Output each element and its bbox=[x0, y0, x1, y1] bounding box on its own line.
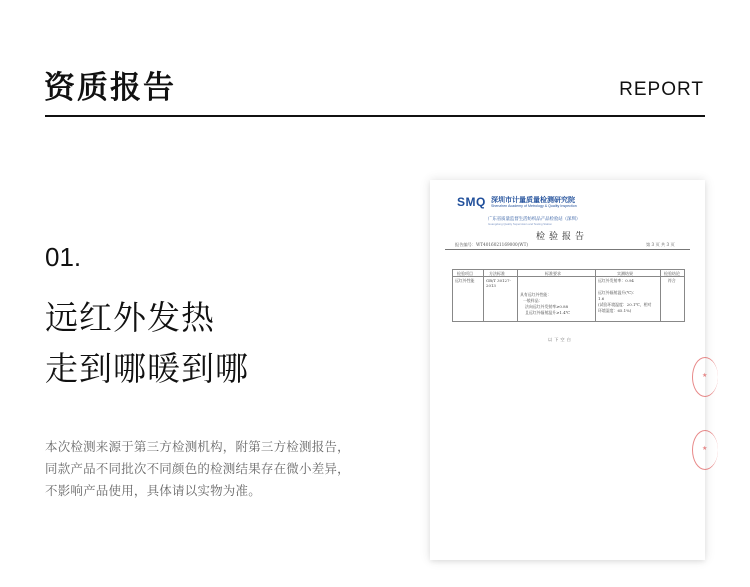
table-header-row bbox=[453, 270, 684, 277]
table-col-divider bbox=[660, 270, 661, 321]
test-report-image bbox=[430, 180, 708, 560]
note-line-3: 不影响产品使用，具体请以实物为准。 bbox=[45, 483, 261, 498]
org-subtitle: 广东省质量监督生活纺织品产品检验站（深圳） bbox=[488, 217, 581, 222]
results-table bbox=[452, 269, 685, 322]
table-cell-result: (试验环境温度：20.1℃，相对 bbox=[598, 302, 652, 307]
table-cell-method: 2013 bbox=[486, 283, 496, 288]
org-subtitle-en: Guangdong Quality Supervision and Testing Station bbox=[488, 222, 553, 226]
section-index: 01. bbox=[45, 242, 82, 272]
page-title: 资质报告 bbox=[44, 70, 176, 106]
headline-line-2: 走到哪暖到哪 bbox=[45, 349, 249, 388]
note-line-1: 本次检测来源于第三方检测机构，附第三方检测报告， bbox=[45, 439, 350, 454]
report-title: 检验报告 bbox=[536, 232, 589, 242]
table-cell-conclusion: 符合 bbox=[668, 278, 676, 283]
org-logo: SMQ bbox=[457, 195, 486, 209]
table-cell-result: 远红外发射率：0.94 bbox=[598, 278, 634, 283]
seal-stamp-icon: ★ bbox=[692, 430, 718, 470]
table-col-divider bbox=[483, 270, 484, 321]
table-header-cell: 方法标准 bbox=[489, 271, 505, 276]
table-cell-requirement: 一般样品： bbox=[523, 298, 543, 303]
table-cell-result: 环境湿度：65.1%) bbox=[598, 308, 632, 313]
table-cell-item: 远红外性能 bbox=[455, 278, 475, 283]
table-header-cell: 检验结论 bbox=[664, 271, 680, 276]
table-cell-result: 远红外辐射温升(℃)： bbox=[598, 290, 637, 295]
table-col-divider bbox=[595, 270, 596, 321]
table-cell-requirement: 法向远红外发射率≥0.88 bbox=[525, 304, 569, 309]
org-name-en: Shenzhen Academy of Metrology & Quality Inspection bbox=[491, 204, 577, 208]
org-name: 深圳市计量质量检测研究院 bbox=[491, 196, 575, 204]
report-number: 报告编号：WT4016021169000(WT) bbox=[455, 242, 529, 247]
table-cell-result: 1.6 bbox=[598, 296, 605, 301]
report-divider bbox=[445, 249, 690, 250]
table-header-cell: 检验项目 bbox=[457, 271, 473, 276]
table-col-divider bbox=[517, 270, 518, 321]
note-line-2: 同款产品不同批次不同颜色的检测结果存在微小差异， bbox=[45, 461, 350, 476]
table-cell-requirement: 具有远红外性能： bbox=[520, 292, 552, 297]
table-cell-method: GB/T 30127- bbox=[486, 278, 511, 283]
page-subtitle: REPORT bbox=[619, 79, 704, 100]
seal-stamp-icon: ★ bbox=[692, 357, 718, 397]
blank-below-note: 以下空白 bbox=[548, 337, 573, 342]
headline-line-1: 远红外发热 bbox=[45, 298, 215, 337]
page-info: 第 3 页 共 3 页 bbox=[646, 242, 675, 247]
table-header-cell: 标准要求 bbox=[545, 271, 561, 276]
header-divider bbox=[45, 115, 705, 117]
table-cell-requirement: 且远红外辐射温升≥1.4℃ bbox=[525, 310, 570, 315]
table-header-cell: 实测结果 bbox=[617, 271, 633, 276]
